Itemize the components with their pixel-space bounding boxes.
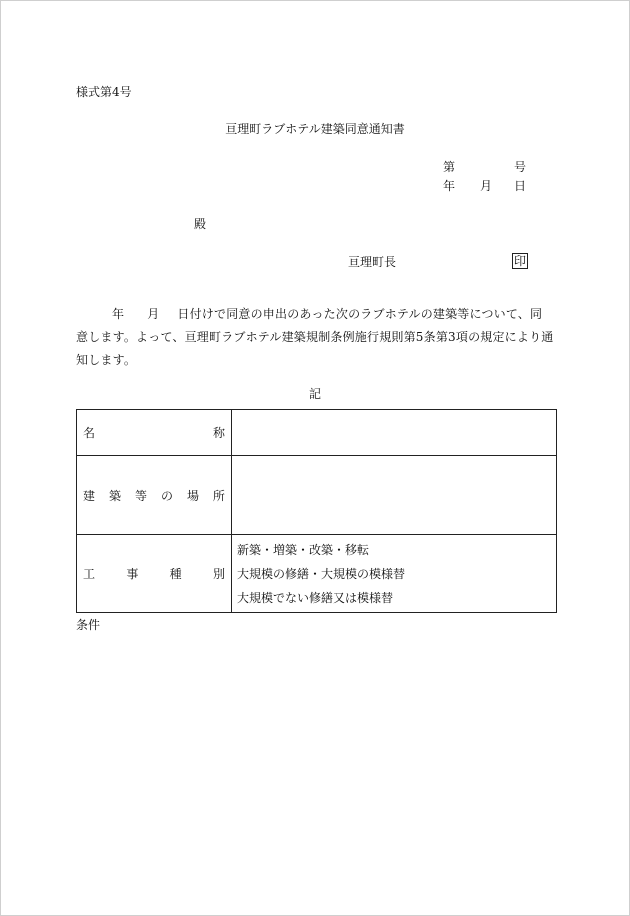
document-title: 亘理町ラブホテル建築同意通知書 [225,122,405,136]
date-day-label: 日 [514,179,527,193]
notice-body [76,303,554,372]
label-location: 建 築 等 の 場 所 [77,456,232,535]
date-year-label: 年 [443,179,456,193]
form-number: 様式第4号 [76,85,132,99]
issuer-name: 亘理町長 [348,255,397,269]
table-row-construction-type [77,535,557,613]
construction-option-major-repair: 大規模の修繕・大規模の模様替 [237,566,406,581]
seal-mark: 印 [513,254,526,268]
body-text: 日付けで同意の申出のあった次のラブホテルの建築等について、同意します。よって、亘理町ラブホテル建築規制条例施行規則第5条第3項の規定により通知します。 [76,307,554,367]
body-month-label: 月 [147,307,160,321]
ki-heading: 記 [308,387,321,401]
construction-option-new: 新築・増築・改築・移転 [237,542,370,557]
addressee-honorific: 殿 [194,217,207,231]
value-location [232,456,557,535]
value-construction-type [232,535,557,613]
date-month-label: 月 [480,179,493,193]
table-row-name [77,410,557,456]
conditions-label: 条件 [76,618,101,632]
label-construction-type: 工 事 種 別 [77,535,232,613]
value-name [232,410,557,456]
body-year-label: 年 [112,307,125,321]
table-row-location [77,456,557,535]
label-name: 名 称 [77,410,232,456]
construction-option-minor-repair: 大規模でない修繕又は模様替 [237,590,394,605]
number-suffix: 号 [514,160,527,174]
notice-table [76,409,557,613]
number-prefix: 第 [443,160,456,174]
